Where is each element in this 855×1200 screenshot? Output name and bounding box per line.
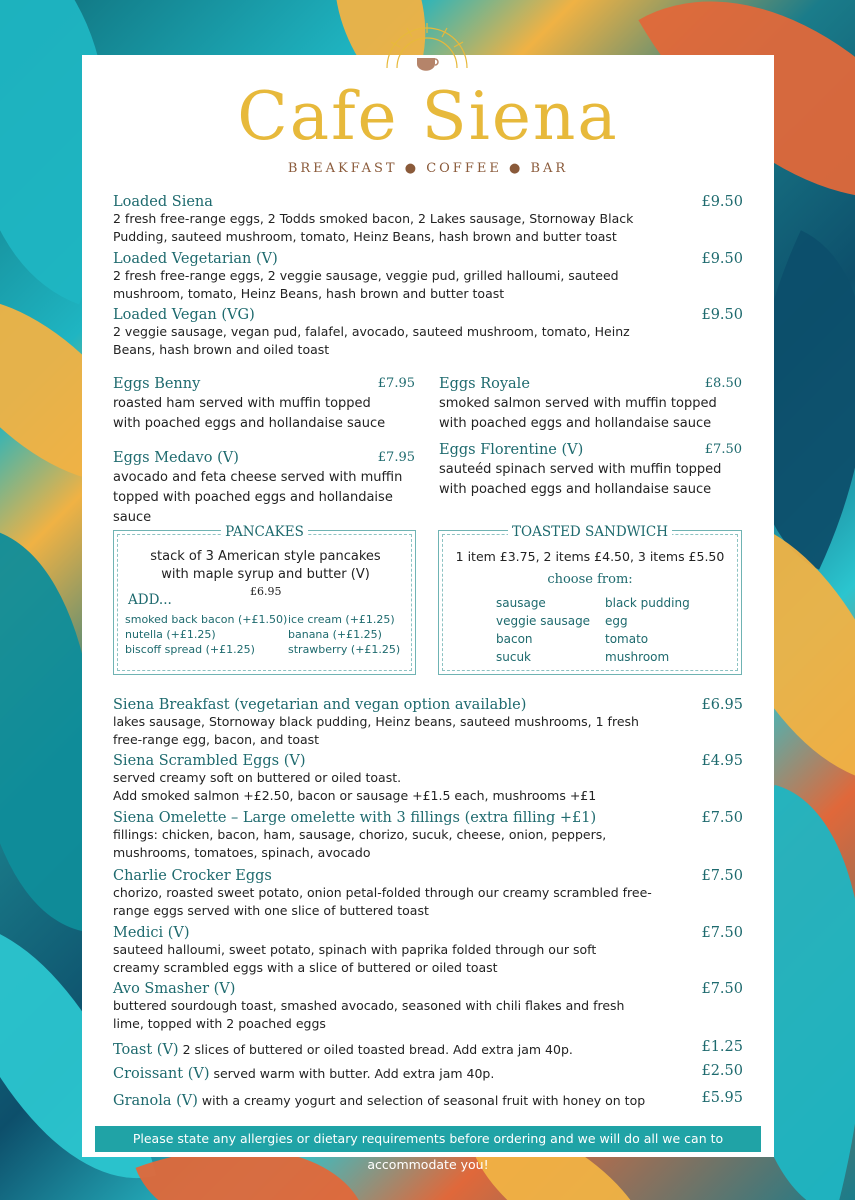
item-name: Charlie Crocker Eggs: [113, 868, 272, 884]
menu-item-loaded-vegan: [113, 307, 743, 359]
pancakes-title: PANCAKES: [118, 524, 411, 540]
sandwich-fillings: [496, 595, 706, 666]
filling-item: bacon: [496, 632, 533, 646]
item-desc: chorizo, roasted sweet potato, onion petal-folded through our creamy scrambled free-range eggs served with one slice of buttered toast: [113, 885, 652, 918]
addon-item: biscoff spread (+£1.25): [125, 643, 255, 656]
menu-item-toast: [113, 1039, 743, 1059]
item-price: £7.50: [701, 925, 743, 941]
item-price: £9.50: [701, 251, 743, 267]
item-price: £7.50: [701, 981, 743, 997]
menu-item-eggs-royale: [439, 376, 742, 434]
item-desc: avocado and feta cheese served with muffin topped with poached eggs and hollandaise sauce: [113, 470, 403, 525]
item-name: Eggs Benny: [113, 376, 201, 392]
addon-item: nutella (+£1.25): [125, 628, 216, 641]
menu-item-loaded-siena: [113, 194, 743, 246]
item-desc-extra: Add smoked salmon +£2.50, bacon or sausage +£1.5 each, mushrooms +£1: [113, 788, 597, 803]
cafe-name: Cafe Siena: [237, 78, 619, 155]
item-desc: buttered sourdough toast, smashed avocado, seasoned with chili flakes and fresh lime, topped with 2 poached eggs: [113, 998, 625, 1031]
item-price: £4.95: [701, 753, 743, 769]
pancakes-desc: stack of 3 American style pancakes with maple syrup and butter (V): [150, 549, 381, 582]
menu-item-eggs-medavo: [113, 450, 415, 528]
item-desc: with a creamy yogurt and selection of seasonal fruit with honey on top: [197, 1093, 646, 1108]
menu-item-eggs-benny: [113, 376, 415, 434]
item-desc: 2 slices of buttered or oiled toasted bread. Add extra jam 40p.: [178, 1042, 573, 1057]
item-price: £7.50: [701, 868, 743, 884]
item-price: £7.95: [377, 450, 415, 465]
item-desc: sauteed halloumi, sweet potato, spinach with paprika folded through our soft creamy scrambled eggs with a slice of buttered or oiled toast: [113, 942, 597, 975]
menu-item-medici: [113, 925, 743, 977]
item-name: Eggs Florentine (V): [439, 442, 584, 458]
menu-item-eggs-florentine: [439, 442, 742, 500]
item-price: £8.50: [704, 376, 742, 391]
menu-item-granola: [113, 1090, 743, 1110]
item-desc: fillings: chicken, bacon, ham, sausage, chorizo, sucuk, cheese, onion, peppers, mushrooms, tomatoes, spinach, avocado: [113, 827, 607, 860]
addon-item: banana (+£1.25): [288, 628, 382, 641]
item-name: Eggs Medavo (V): [113, 450, 239, 466]
menu-item-loaded-vegetarian: [113, 251, 743, 303]
filling-item: egg: [605, 614, 628, 628]
menu-item-omelette: [113, 810, 743, 862]
pancakes-box-inner: [117, 524, 412, 671]
item-name: Croissant (V): [113, 1066, 210, 1082]
item-desc: 2 fresh free-range eggs, 2 Todds smoked bacon, 2 Lakes sausage, Stornoway Black Pudding, sauteed mushroom, tomato, Heinz Beans, hash brown and butter toast: [113, 211, 634, 244]
item-name: Loaded Vegan (VG): [113, 307, 255, 323]
item-name: Loaded Vegetarian (V): [113, 251, 278, 267]
filling-item: black pudding: [605, 596, 690, 610]
filling-item: veggie sausage: [496, 614, 591, 628]
pancakes-addons: [125, 613, 410, 656]
item-desc: roasted ham served with muffin topped with poached eggs and hollandaise sauce: [113, 396, 386, 431]
item-price: £9.50: [701, 307, 743, 323]
menu-item-scrambled-eggs: [113, 753, 743, 805]
addon-item: smoked back bacon (+£1.50): [125, 613, 288, 626]
item-desc: served warm with butter. Add extra jam 40p.: [209, 1066, 495, 1081]
item-name: Siena Scrambled Eggs (V): [113, 753, 306, 769]
filling-item: sausage: [496, 596, 546, 610]
sandwich-box-inner: [442, 524, 738, 671]
item-price: £7.50: [701, 810, 743, 826]
menu-item-croissant: [113, 1063, 743, 1083]
pancakes-price: £6.95: [250, 585, 282, 598]
menu-item-avo-smasher: [113, 981, 743, 1033]
sandwich-title: TOASTED SANDWICH: [443, 524, 737, 540]
item-desc: 2 veggie sausage, vegan pud, falafel, avocado, sauteed mushroom, tomato, Heinz Beans, hash brown and oiled toast: [113, 324, 630, 357]
menu-item-charlie-crocker: [113, 868, 743, 920]
item-name: Siena Omelette – Large omelette with 3 fillings (extra filling +£1): [113, 810, 597, 826]
item-desc: 2 fresh free-range eggs, 2 veggie sausage, veggie pud, grilled halloumi, sauteed mushroom, tomato, Heinz Beans, hash brown and butter toast: [113, 268, 619, 301]
sun-cup-logo-icon: [377, 18, 477, 73]
item-name: Loaded Siena: [113, 194, 213, 210]
item-desc: sauteéd spinach served with muffin topped with poached eggs and hollandaise sauce: [439, 462, 722, 497]
item-name: Avo Smasher (V): [113, 981, 236, 997]
pancakes-box: [113, 524, 416, 675]
item-price: £5.95: [701, 1090, 743, 1106]
item-desc: lakes sausage, Stornoway black pudding, Heinz beans, sauteed mushrooms, 1 fresh free-range egg, bacon, and toast: [113, 714, 639, 747]
item-name: Toast (V): [113, 1042, 179, 1058]
cafe-tagline: BREAKFAST ● COFFEE ● BAR: [287, 161, 569, 176]
addon-item: ice cream (+£1.25): [288, 613, 395, 626]
item-price: £1.25: [701, 1039, 743, 1055]
toasted-sandwich-box: [438, 524, 742, 675]
item-desc: served creamy soft on buttered or oiled toast.: [113, 770, 402, 785]
item-name: Medici (V): [113, 925, 190, 941]
item-name: Eggs Royale: [439, 376, 530, 392]
sandwich-choose-label: choose from:: [547, 572, 633, 587]
menu-item-siena-breakfast: [113, 697, 743, 749]
item-price: £7.50: [704, 442, 742, 457]
item-price: £6.95: [701, 697, 743, 713]
filling-item: tomato: [605, 632, 649, 646]
allergy-notice: Please state any allergies or dietary requirements before ordering and we will do all we can to accommodate you!: [95, 1126, 761, 1152]
item-desc: smoked salmon served with muffin topped with poached eggs and hollandaise sauce: [439, 396, 717, 431]
pancakes-add-label: ADD...: [128, 592, 172, 608]
item-name: Siena Breakfast (vegetarian and vegan option available): [113, 697, 527, 713]
sandwich-prices: 1 item £3.75, 2 items £4.50, 3 items £5.50: [455, 549, 725, 564]
item-price: £7.95: [377, 376, 415, 391]
filling-item: sucuk: [496, 650, 532, 664]
item-price: £2.50: [701, 1063, 743, 1079]
addon-item: strawberry (+£1.25): [288, 643, 401, 656]
filling-item: mushroom: [605, 650, 670, 664]
item-name: Granola (V): [113, 1093, 198, 1109]
item-price: £9.50: [701, 194, 743, 210]
